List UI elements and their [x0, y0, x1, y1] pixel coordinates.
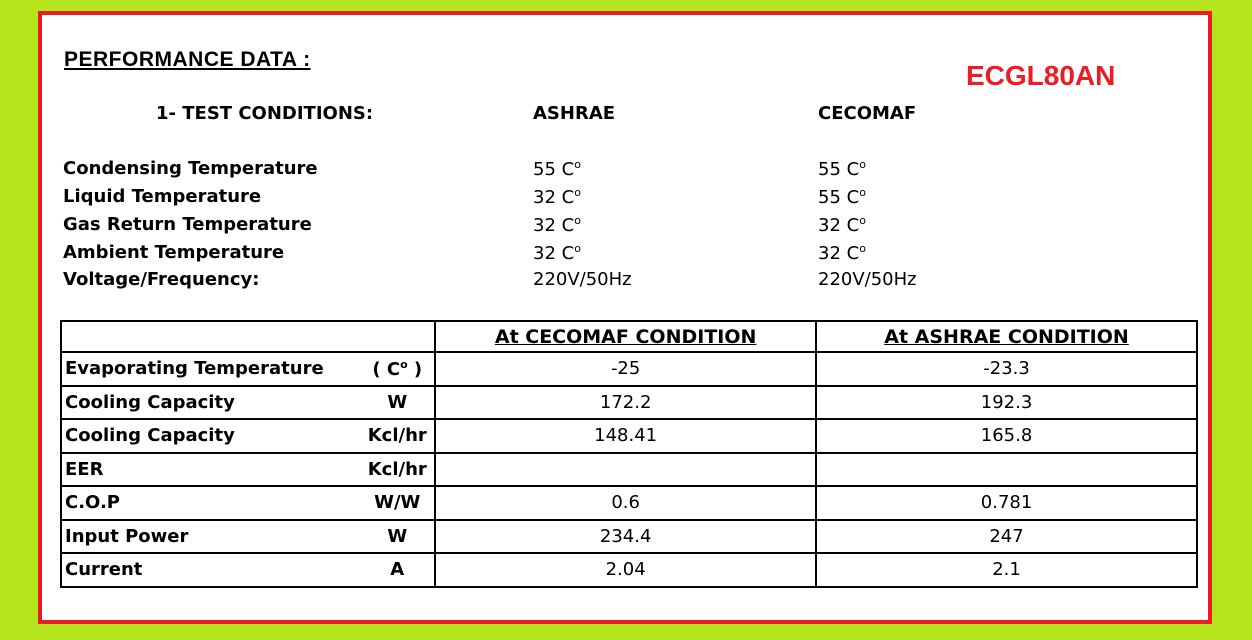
- condition-ashrae-value: 32 $C^o$: [533, 186, 581, 208]
- condition-label: Condensing Temperature: [63, 158, 318, 179]
- degree-symbol: o: [574, 214, 581, 227]
- cecomaf-condition-header: At CECOMAF CONDITION: [435, 321, 816, 352]
- ashrae-value: 247: [816, 520, 1197, 554]
- performance-table: [60, 320, 1198, 588]
- condition-label: Ambient Temperature: [63, 242, 285, 263]
- row-unit: Kcl/hr: [360, 419, 435, 453]
- cecomaf-value: 148.41: [435, 419, 816, 453]
- row-label: C.O.P: [61, 486, 360, 520]
- row-label: Evaporating Temperature: [61, 352, 360, 386]
- cecomaf-value: 234.4: [435, 520, 816, 554]
- row-unit: W/W: [360, 486, 435, 520]
- condition-row: [42, 214, 1208, 242]
- row-unit: ( $C^o$ ): [360, 352, 435, 386]
- row-label: Current: [61, 553, 360, 587]
- condition-cecomaf-value: 220V/50Hz: [818, 269, 917, 290]
- cecomaf-value: -25: [435, 352, 816, 386]
- condition-row: [42, 158, 1208, 186]
- ashrae-value: -23.3: [816, 352, 1197, 386]
- table-row: [61, 453, 1197, 487]
- ashrae-value: 192.3: [816, 386, 1197, 420]
- condition-cecomaf-value: 32 $C^o$: [818, 214, 866, 236]
- table-corner-cell: [61, 321, 435, 352]
- table-row: [61, 419, 1197, 453]
- row-unit: W: [360, 386, 435, 420]
- datasheet-frame: [38, 11, 1212, 624]
- degree-symbol: o: [574, 186, 581, 199]
- row-unit: Kcl/hr: [360, 453, 435, 487]
- cecomaf-value: 172.2: [435, 386, 816, 420]
- ashrae-condition-header: At ASHRAE CONDITION: [816, 321, 1197, 352]
- row-unit: A: [360, 553, 435, 587]
- condition-ashrae-value: 32 $C^o$: [533, 242, 581, 264]
- table-row: [61, 486, 1197, 520]
- degree-symbol: o: [859, 158, 866, 171]
- condition-ashrae-value: 220V/50Hz: [533, 269, 632, 290]
- cecomaf-value: 2.04: [435, 553, 816, 587]
- cecomaf-column-heading: CECOMAF: [818, 103, 917, 124]
- table-row: [61, 352, 1197, 386]
- table-row: [61, 386, 1197, 420]
- ashrae-value: 165.8: [816, 419, 1197, 453]
- degree-symbol: o: [400, 357, 408, 371]
- degree-symbol: o: [859, 186, 866, 199]
- cecomaf-value: 0.6: [435, 486, 816, 520]
- row-label: Cooling Capacity: [61, 419, 360, 453]
- page-title: PERFORMANCE DATA :: [64, 48, 311, 71]
- row-unit: W: [360, 520, 435, 554]
- row-label: EER: [61, 453, 360, 487]
- condition-row: [42, 242, 1208, 270]
- condition-cecomaf-value: 55 $C^o$: [818, 158, 866, 180]
- condition-cecomaf-value: 55 $C^o$: [818, 186, 866, 208]
- condition-label: Voltage/Frequency:: [63, 269, 260, 290]
- condition-row: [42, 186, 1208, 214]
- condition-label: Gas Return Temperature: [63, 214, 312, 235]
- table-row: [61, 520, 1197, 554]
- condition-ashrae-value: 55 $C^o$: [533, 158, 581, 180]
- ashrae-value: [816, 453, 1197, 487]
- row-label: Cooling Capacity: [61, 386, 360, 420]
- ashrae-value: 2.1: [816, 553, 1197, 587]
- degree-symbol: o: [574, 158, 581, 171]
- degree-symbol: o: [859, 214, 866, 227]
- test-conditions-heading: 1- TEST CONDITIONS:: [156, 103, 374, 124]
- table-row: [61, 553, 1197, 587]
- ashrae-column-heading: ASHRAE: [533, 103, 616, 124]
- condition-ashrae-value: 32 $C^o$: [533, 214, 581, 236]
- condition-label: Liquid Temperature: [63, 186, 262, 207]
- degree-symbol: o: [574, 242, 581, 255]
- model-number: ECGL80AN: [966, 60, 1116, 91]
- table-header-row: [61, 321, 1197, 352]
- ashrae-value: 0.781: [816, 486, 1197, 520]
- cecomaf-value: [435, 453, 816, 487]
- condition-cecomaf-value: 32 $C^o$: [818, 242, 866, 264]
- degree-symbol: o: [859, 242, 866, 255]
- row-label: Input Power: [61, 520, 360, 554]
- condition-row: [42, 269, 1208, 297]
